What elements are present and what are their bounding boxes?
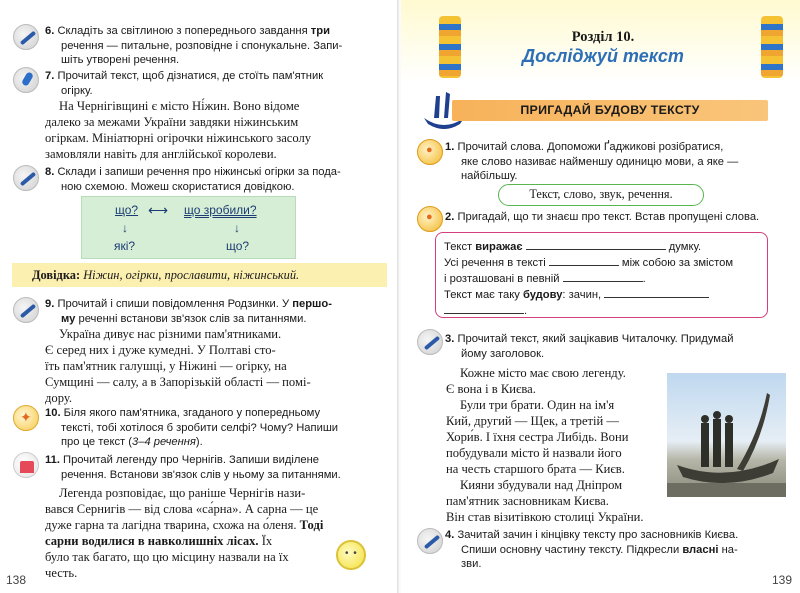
section-title: Досліджуй текст bbox=[522, 46, 684, 66]
scheme-arrow: ⟷ bbox=[148, 202, 169, 218]
task-7: 7. Прочитай текст, щоб дізнатися, де стоїть пам'ятник огірку. bbox=[45, 70, 324, 97]
text-nizhyn: На Чернігівщині є місто Ні́жин. Воно відоме далеко за межами України завдяки ніжинським огіркам. Мініатюрні огірочки ніжинського засолу замовляли навіть для англійської королеви. bbox=[45, 99, 312, 161]
pen-icon bbox=[13, 24, 39, 50]
text-kyiv-legend: Кожне місто має свою легенду. Є вона і в Києва. Були три брати. Один на ім'я Кий, другий — Щек, а третій — Хори́в. І їхня сестра Либідь. Вони побудували місто й назвали його на честь старшого брата — Києв. Кияни збудували над Дніпром пам'ятник засновникам Києва. Він став візитівкою столиці України. bbox=[446, 366, 644, 524]
bird-icon bbox=[417, 206, 443, 232]
page-number-right: 139 bbox=[771, 573, 792, 587]
page-number-left: 138 bbox=[6, 573, 27, 587]
task-3: 3. Прочитай текст, який зацікавив Читалочку. Придумай йому заголовок. bbox=[445, 333, 734, 360]
task-2: 2. Пригадай, що ти знаєш про текст. Встав пропущені слова. bbox=[445, 211, 760, 223]
hint-box: Довідка: Ніжин, огірки, прославити, ніжинський. bbox=[12, 263, 387, 287]
house-icon bbox=[13, 452, 39, 478]
scheme-attribute: які? bbox=[114, 239, 136, 253]
bird-icon bbox=[417, 139, 443, 165]
ornament-left bbox=[439, 16, 461, 78]
scheme-subject: що? bbox=[115, 203, 139, 217]
task-6: 6. Складіть за світлиною з попереднього завдання три речення — питальне, розповідне і спонукальне. Запи- шіть утворені речення. bbox=[45, 25, 343, 66]
scheme-arrow-down-left: ↓ bbox=[122, 221, 128, 235]
text-chernihiv-legend: Легенда розповідає, що раніше Чернігів нази- вався Сернигів — від слова «са́рна». А сарна — це дуже гарна та лагідна тварина, схожа на о́леня. Тоді сарни водилися в навколишніх лісах. Їх було так багато, що цю місцину назвали на їх честь. bbox=[45, 486, 324, 580]
task-4: 4. Зачитай зачин і кінцівку тексту про засновників Києва. Спиши основну частину тексту. Підкресли власні на- зви. bbox=[445, 529, 739, 570]
section-number: Розділ 10. bbox=[571, 29, 635, 45]
task-1: 1. Прочитай слова. Допоможи Ґаджикові розібратися, яке слово називає найменшу одиницю мови, а яке — найбільшу. bbox=[445, 141, 739, 182]
text-monuments: Україна дивує нас різними пам'ятниками. Є серед них і дуже кумедні. У Полтаві сто- їть пам'ятник галушці, у Ніжині — огірку, на Сумщині — салу, а в Запорізькій області — помі- дору. bbox=[45, 327, 311, 405]
left-page bbox=[0, 0, 399, 593]
scheme-predicate: що зробили? bbox=[184, 203, 257, 217]
topic-banner: ПРИГАДАЙ БУДОВУ ТЕКСТУ bbox=[452, 100, 768, 121]
right-page bbox=[401, 0, 800, 593]
pen-icon bbox=[13, 297, 39, 323]
pen-icon bbox=[417, 528, 443, 554]
task-9: 9. Прочитай і спиши повідомлення Родзинки. У першо- му реченні встанови зв'язок слів за питаннями. bbox=[45, 298, 332, 325]
sentence-scheme bbox=[81, 196, 296, 259]
task-8: 8. Склади і запиши речення про ніжинські огірки за пода- ною схемою. Можеш скористатися довідкою. bbox=[45, 166, 341, 193]
kyiv-founders-monument-photo bbox=[667, 373, 786, 497]
pen-icon bbox=[13, 165, 39, 191]
pen-icon bbox=[417, 329, 443, 355]
task-10: 10. Біля якого пам'ятника, згаданого у попередньому тексті, тобі хотілося б зробити селфі? Чому? Напиши про це текст (3–4 речення). bbox=[45, 407, 339, 448]
word-list-oval: Текст, слово, звук, речення. bbox=[498, 184, 704, 206]
fill-in-box: Текст виражає думку. Усі речення в тексті між собою за змістом і розташовані в певній . Текст має таку будову: зачин, . bbox=[435, 232, 768, 318]
smiley-icon bbox=[336, 540, 366, 570]
ornament-right bbox=[761, 16, 783, 78]
star-icon bbox=[13, 405, 39, 431]
scheme-arrow-down-right: ↓ bbox=[234, 221, 240, 235]
scheme-object: що? bbox=[226, 239, 250, 253]
task-11: 11. Прочитай легенду про Чернігів. Запиши виділене речення. Встанови зв'язок слів у ньому за питаннями. bbox=[45, 454, 341, 481]
microphone-icon bbox=[13, 67, 39, 93]
